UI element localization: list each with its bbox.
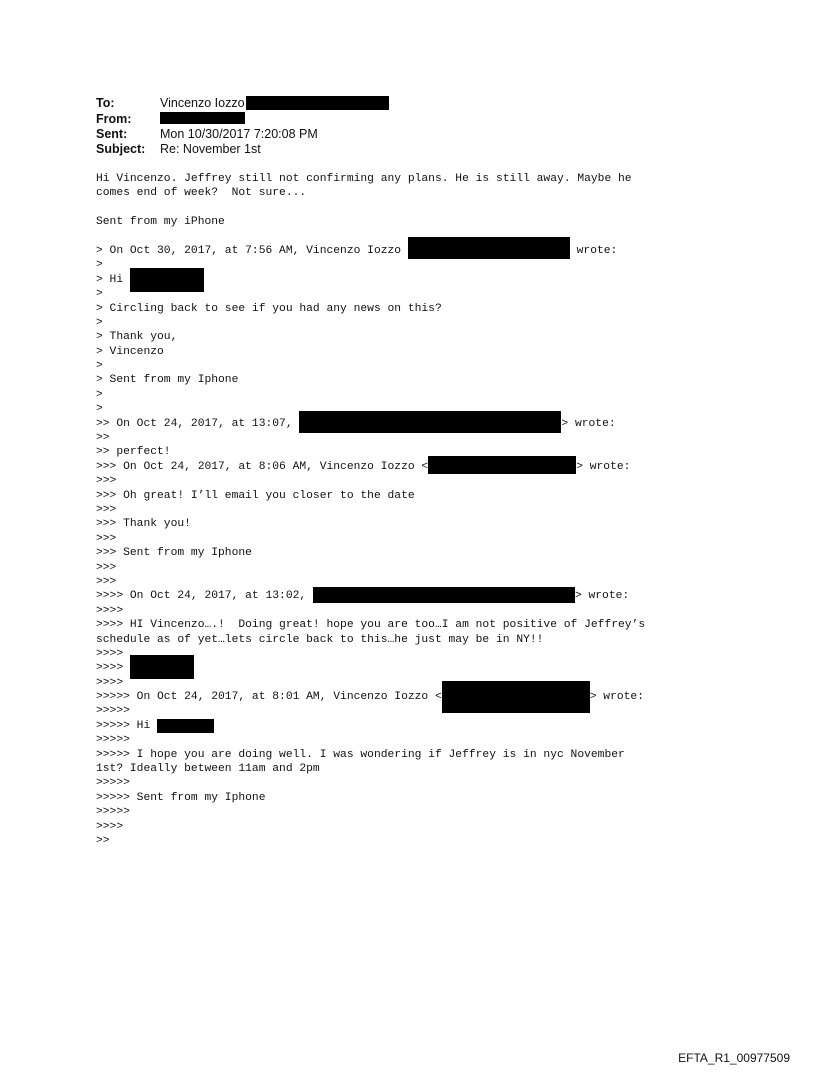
quote-line xyxy=(96,661,796,675)
to-name: Vincenzo Iozzo xyxy=(160,96,245,110)
quote-line: >>>> xyxy=(96,676,124,689)
quote-line: >>> xyxy=(96,475,117,488)
quote-header xyxy=(96,589,796,603)
quote-text: > wrote: xyxy=(589,691,644,704)
to-label: To: xyxy=(96,96,115,110)
subject-value: Re: November 1st xyxy=(160,142,261,156)
quote-line: >>>>> I hope you are doing well. I was wondering if Jeffrey is in nyc November xyxy=(96,748,625,761)
to-value xyxy=(160,96,389,111)
quote-line: > xyxy=(96,403,103,416)
quote-text: > On Oct 30, 2017, at 7:56 AM, Vincenzo Iozzo xyxy=(96,244,408,257)
quote-header xyxy=(96,690,796,704)
quote-line: >>> Oh great! I’ll email you closer to the date xyxy=(96,489,415,502)
quote-line: >>>> xyxy=(96,820,124,833)
quote-header xyxy=(96,417,796,431)
redaction-block xyxy=(157,719,214,733)
quote-text: >>>>> On Oct 24, 2017, at 8:01 AM, Vincenzo Iozzo < xyxy=(96,691,442,704)
quote-line: >> perfect! xyxy=(96,446,171,459)
quote-line xyxy=(96,273,796,287)
subject-label: Subject: xyxy=(96,142,146,156)
quote-line: > Thank you, xyxy=(96,331,178,344)
quote-line: > Circling back to see if you had any news on this? xyxy=(96,302,442,315)
quote-line: >>>>> Sent from my Iphone xyxy=(96,791,266,804)
quote-line: >>> Thank you! xyxy=(96,518,191,531)
quote-line: > xyxy=(96,288,103,301)
from-value xyxy=(160,112,245,127)
quote-text: >>>>> Hi xyxy=(96,719,158,732)
sent-value: Mon 10/30/2017 7:20:08 PM xyxy=(160,127,318,141)
quote-text: > wrote: xyxy=(574,590,630,603)
from-label: From: xyxy=(96,112,132,126)
sent-label: Sent: xyxy=(96,127,128,141)
quote-line: > xyxy=(96,316,103,329)
redaction-block xyxy=(428,456,576,474)
quote-line: >>>>> xyxy=(96,777,130,790)
quote-line: >>> xyxy=(96,561,117,574)
quote-line: schedule as of yet…lets circle back to this…he just may be in NY!! xyxy=(96,633,544,646)
redaction-block xyxy=(313,587,575,603)
quote-text: > Hi xyxy=(96,273,130,286)
quote-line: >>>> xyxy=(96,604,124,617)
body-line: comes end of week? Not sure... xyxy=(96,187,307,200)
quote-text: > wrote: xyxy=(576,460,631,473)
quote-text: >>>> xyxy=(96,662,130,675)
quote-line: >>> xyxy=(96,503,117,516)
redaction-block xyxy=(246,96,389,110)
quote-line: >>> xyxy=(96,532,117,545)
redaction-block xyxy=(160,112,245,124)
quote-line: >>> xyxy=(96,575,117,588)
quote-line: >>> Sent from my Iphone xyxy=(96,547,252,560)
quote-line: > xyxy=(96,259,103,272)
quote-line: > Sent from my Iphone xyxy=(96,374,239,387)
quote-text: >> On Oct 24, 2017, at 13:07, xyxy=(96,417,300,430)
quote-line: >>>> xyxy=(96,647,124,660)
quote-line: >> xyxy=(96,834,110,847)
redaction-block xyxy=(408,237,570,259)
blank-line xyxy=(96,201,796,215)
quote-line: > xyxy=(96,388,103,401)
quote-text: wrote: xyxy=(569,244,618,257)
quote-header xyxy=(96,460,796,474)
quote-line: >>>> HI Vincenzo….! Doing great! hope you are too…I am not positive of Jeffrey’s xyxy=(96,619,646,632)
quote-line: >>>>> xyxy=(96,734,130,747)
quote-line: >> xyxy=(96,432,110,445)
quote-header xyxy=(96,244,796,258)
signature-line: Sent from my iPhone xyxy=(96,216,225,229)
redaction-block xyxy=(299,411,561,433)
quote-text: > wrote: xyxy=(561,417,616,430)
quote-line: 1st? Ideally between 11am and 2pm xyxy=(96,763,320,776)
quote-line: >>>>> xyxy=(96,806,130,819)
quote-line: >>>>> xyxy=(96,705,130,718)
quote-line xyxy=(96,719,796,733)
quote-line: > xyxy=(96,360,103,373)
document-id: EFTA_R1_00977509 xyxy=(678,1051,790,1065)
email-body xyxy=(96,172,796,848)
quote-text: >>> On Oct 24, 2017, at 8:06 AM, Vincenzo Iozzo < xyxy=(96,460,429,473)
quote-text: >>>> On Oct 24, 2017, at 13:02, xyxy=(96,590,313,603)
body-line: Hi Vincenzo. Jeffrey still not confirming any plans. He is still away. Maybe he xyxy=(96,173,632,185)
quote-line: > Vincenzo xyxy=(96,345,164,358)
